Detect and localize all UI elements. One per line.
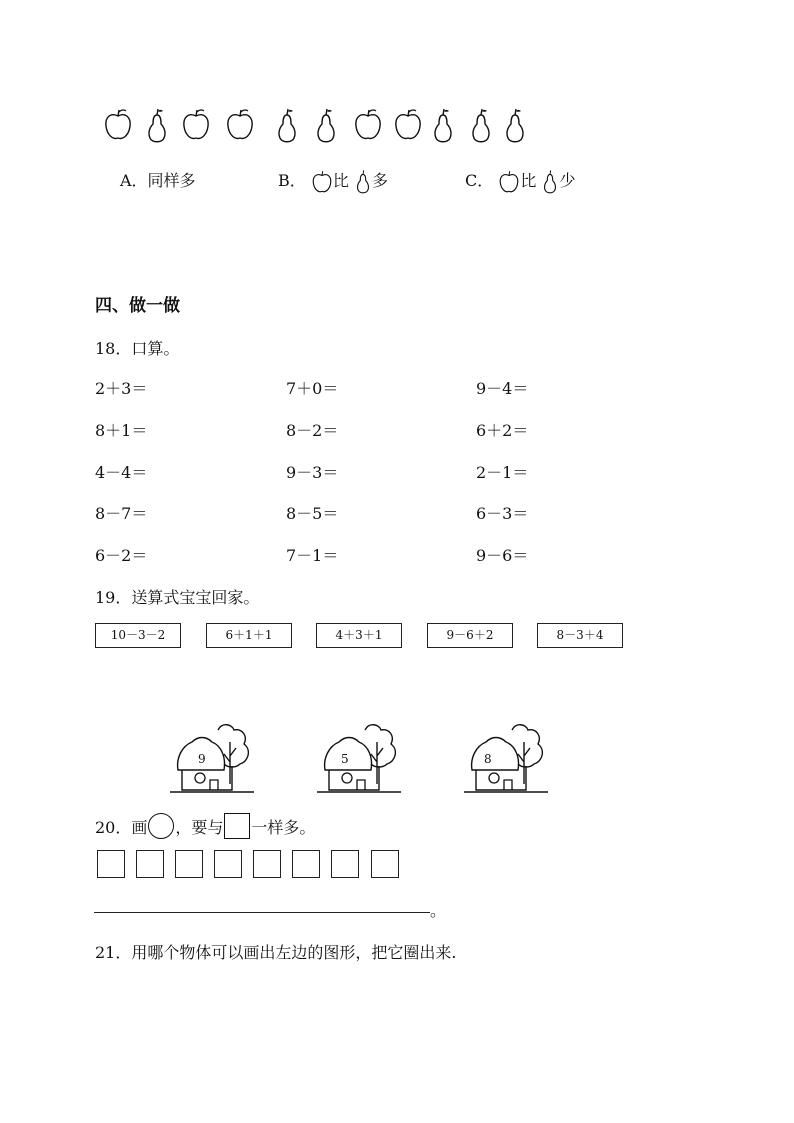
calc-item: 2－1＝: [476, 463, 529, 482]
expression-box[interactable]: 10－3－2: [95, 623, 181, 648]
expression-box[interactable]: 6＋1＋1: [206, 623, 292, 648]
answer-line-end: 。: [430, 901, 447, 920]
house[interactable]: [317, 722, 401, 798]
pear-icon: [315, 107, 337, 145]
square-shape: [97, 850, 125, 878]
calc-item: 9－3＝: [286, 463, 339, 482]
calc-item: 4－4＝: [95, 463, 148, 482]
house-number: 8: [484, 752, 492, 766]
calc-item: 7－1＝: [286, 546, 339, 565]
pear-icon: [432, 107, 454, 145]
question-20-label: 20．画 ，要与 一样多。: [95, 813, 315, 839]
apple-icon: [226, 107, 254, 143]
square-shape: [371, 850, 399, 878]
section-title: 四、做一做: [95, 296, 180, 316]
calc-item: 6－3＝: [476, 504, 529, 523]
calc-item: 6＋2＝: [476, 421, 529, 440]
apple-icon: [498, 169, 520, 195]
calc-item: 8－2＝: [286, 421, 339, 440]
apple-icon: [354, 107, 382, 143]
pear-icon: [470, 107, 492, 145]
house-number: 5: [341, 752, 349, 766]
pear-icon: [146, 107, 168, 145]
pear-icon: [354, 169, 372, 195]
circle-icon: [148, 813, 174, 839]
house[interactable]: [170, 722, 254, 798]
square-shape: [331, 850, 359, 878]
square-shape: [292, 850, 320, 878]
calc-item: 8－5＝: [286, 504, 339, 523]
apple-icon: [182, 107, 210, 143]
expression-box[interactable]: 8－3＋4: [537, 623, 623, 648]
calc-item: 8－7＝: [95, 504, 148, 523]
house[interactable]: [464, 722, 548, 798]
square-shape: [214, 850, 242, 878]
house-icon: [170, 722, 254, 794]
option-a[interactable]: A．同样多: [120, 171, 196, 190]
calc-item: 9－4＝: [476, 379, 529, 398]
option-b[interactable]: B． 比 多: [278, 168, 388, 195]
pear-icon: [504, 107, 526, 145]
answer-line[interactable]: [94, 912, 430, 913]
pear-icon: [541, 169, 559, 195]
calc-item: 7＋0＝: [286, 379, 339, 398]
house-number: 9: [198, 752, 206, 766]
calc-item: 6－2＝: [95, 546, 148, 565]
square-shape: [175, 850, 203, 878]
expression-box[interactable]: 9－6＋2: [427, 623, 513, 648]
question-21-label: 21．用哪个物体可以画出左边的图形，把它圈出来.: [95, 943, 457, 962]
square-shape: [136, 850, 164, 878]
apple-icon: [311, 169, 333, 195]
question-19-label: 19．送算式宝宝回家。: [95, 588, 260, 607]
question-18-label: 18．口算。: [95, 339, 180, 358]
fruit-row: [104, 107, 544, 147]
calc-item: 2＋3＝: [95, 379, 148, 398]
calc-item: 8＋1＝: [95, 421, 148, 440]
pear-icon: [276, 107, 298, 145]
expression-box[interactable]: 4＋3＋1: [316, 623, 402, 648]
apple-icon: [104, 107, 132, 143]
calc-item: 9－6＝: [476, 546, 529, 565]
house-icon: [317, 722, 401, 794]
apple-icon: [394, 107, 422, 143]
square-shape: [253, 850, 281, 878]
square-icon: [224, 813, 250, 839]
house-icon: [464, 722, 548, 794]
option-c[interactable]: C． 比 少: [465, 168, 575, 195]
